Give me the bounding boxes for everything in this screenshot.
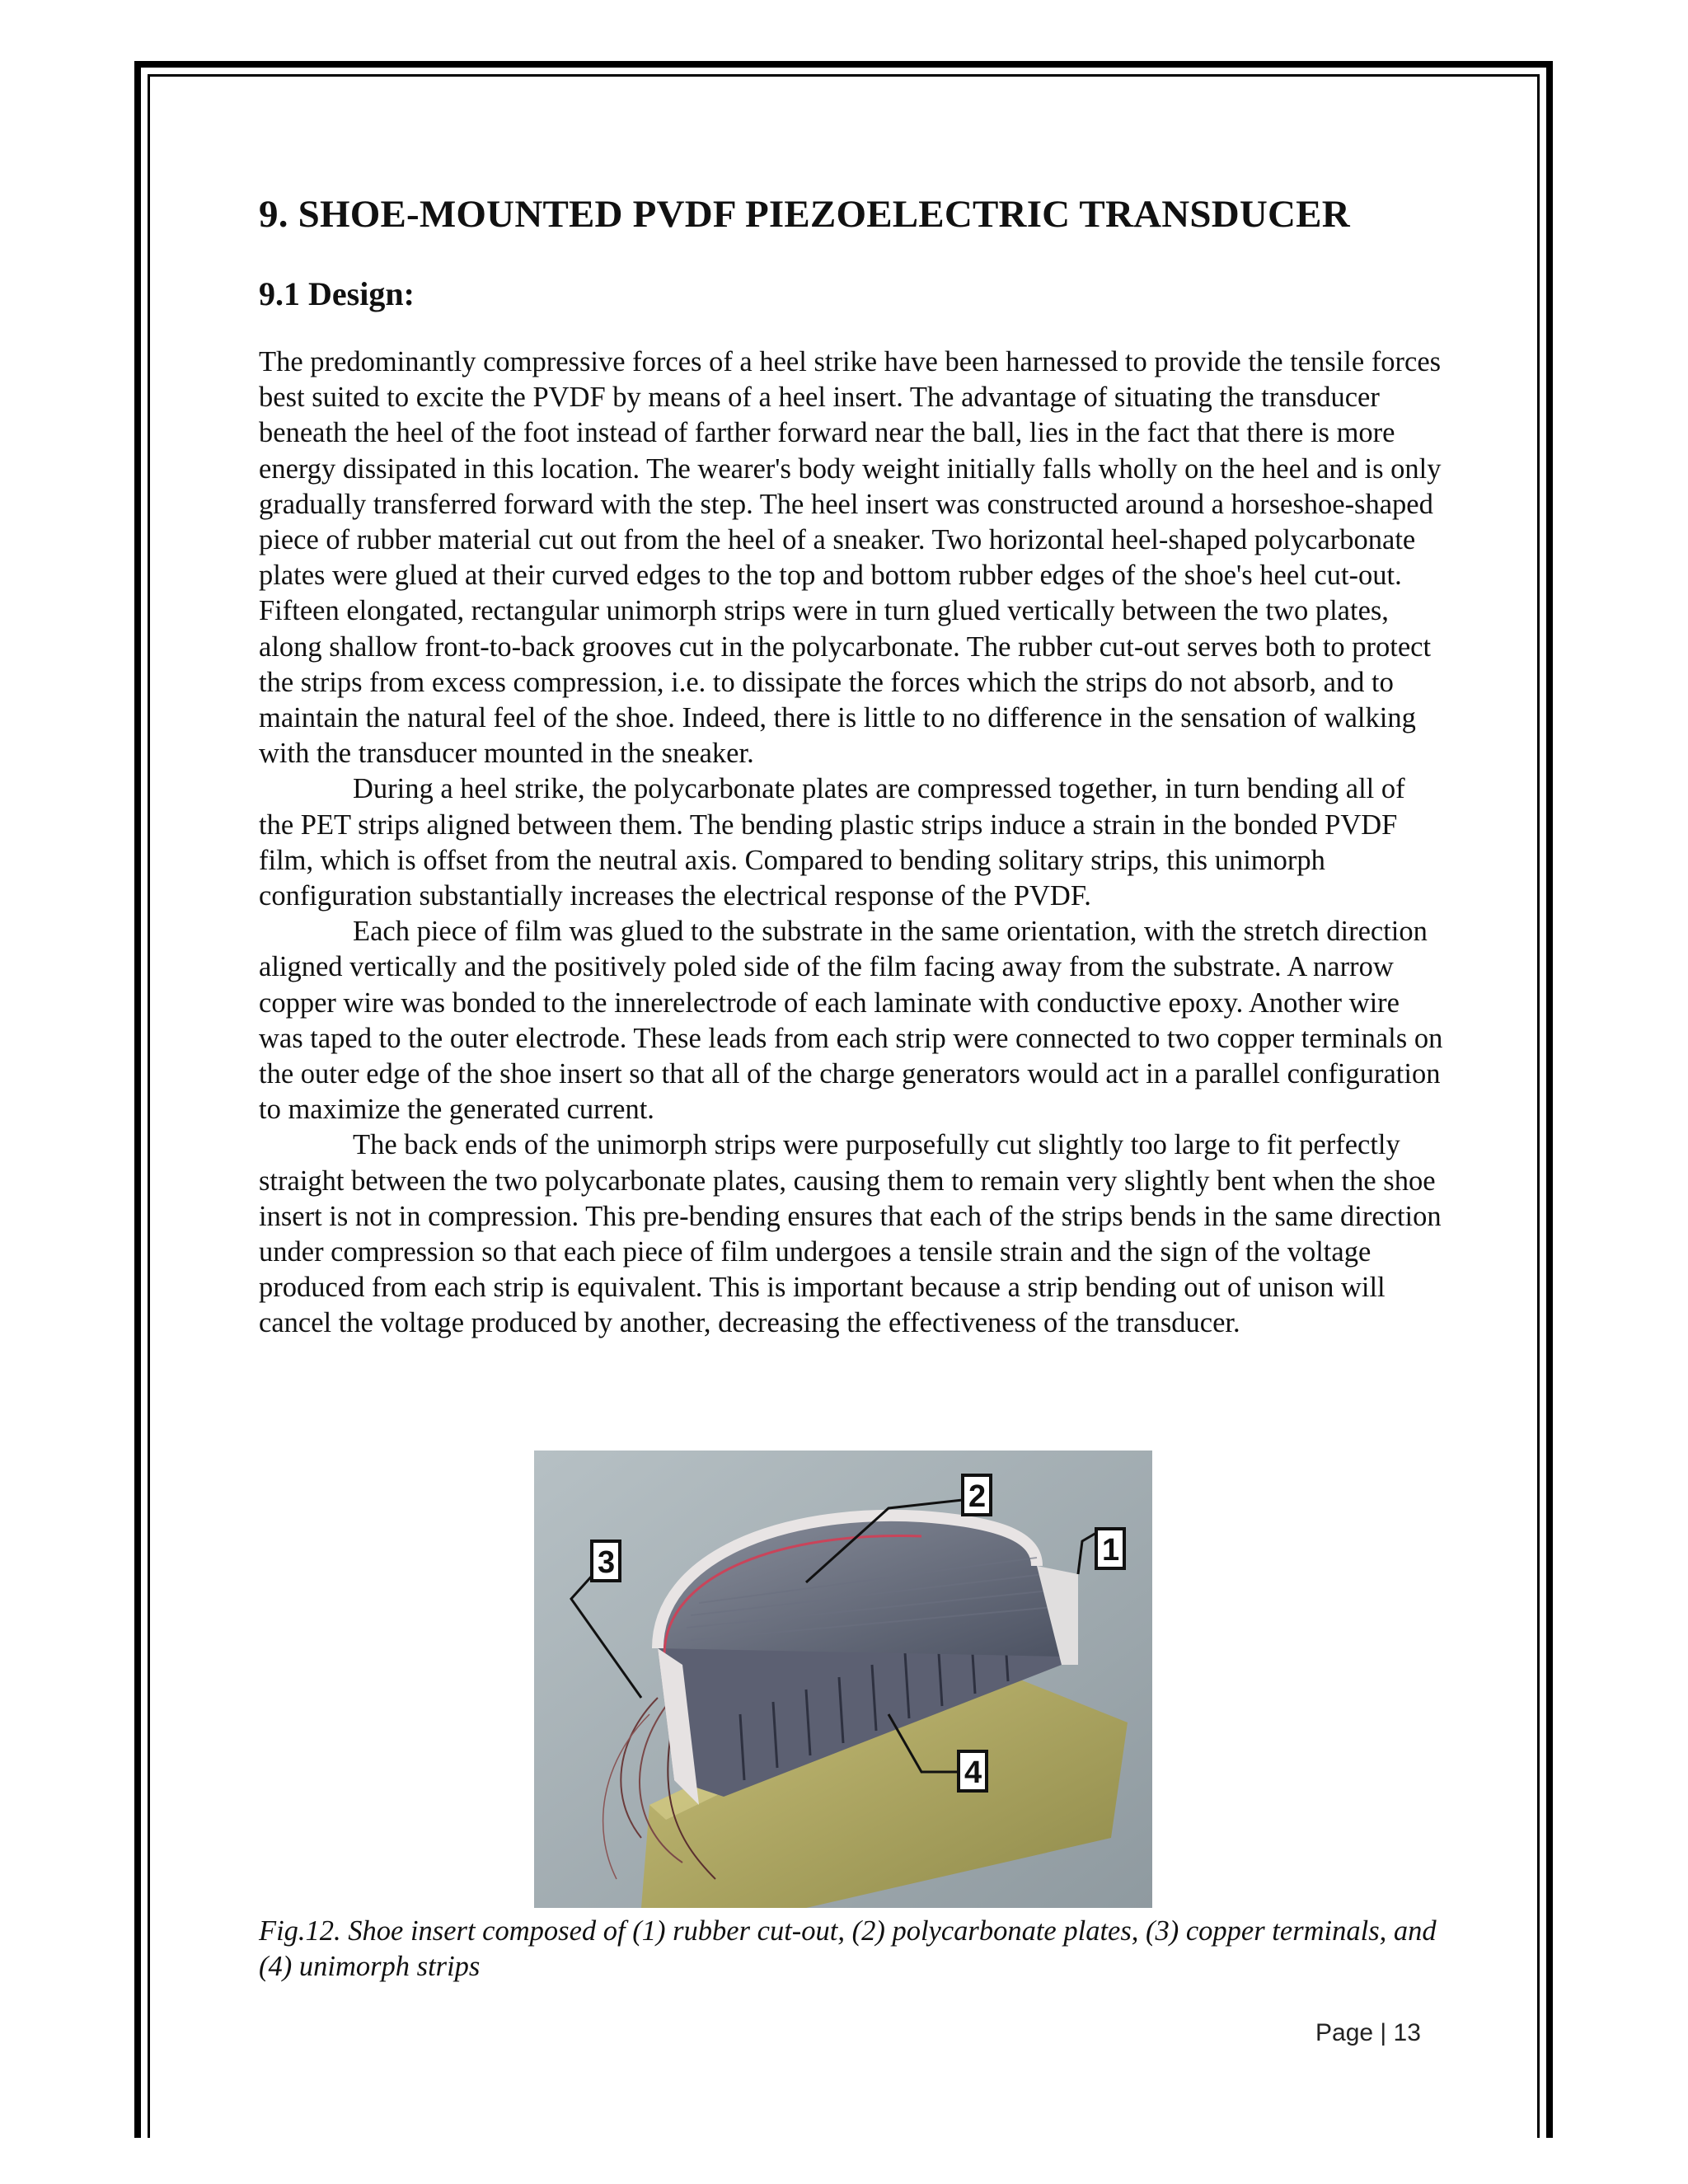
body-paragraph: During a heel strike, the polycarbonate plates are compressed together, in turn bending all of the PET strips aligned between them. The bending plastic strips induce a strain in the bonded PVDF film, which is offset from the neutral axis. Compared to bending solitary strips, this unimorph configuration substantially increases the electrical response of the PVDF. [259,773,1405,912]
body-paragraph: Each piece of film was glued to the substrate in the same orientation, with the stretch direction aligned vertically and the positively poled side of the film facing away from the substrate. A narrow copper wire was bonded to the innerelectrode of each laminate with conductive epoxy. Another wire was taped to the outer electrode. These leads from each strip were connected to two copper terminals on the outer edge of the shoe insert so that all of the charge generators would act in a parallel configuration to maximize the generated current. [259,916,1443,1126]
callout-label: 1 [1102,1533,1120,1568]
callout-label: 3 [598,1545,616,1580]
figure-caption: Fig.12. Shoe insert composed of (1) rubber cut-out, (2) polycarbonate plates, (3) copper terminals, and (4) unimorph strips [259,1915,1437,1983]
body-paragraph: The back ends of the unimorph strips were purposefully cut slightly too large to fit perfectly straight between the two polycarbonate plates, causing them to remain very slightly bent when the shoe insert is not in compression. This pre-bending ensures that each of the strips bends in the same direction under compression so that each piece of film undergoes a tensile strain and the sign of the voltage produced from each strip is equivalent. This is important because a strip bending out of unison will cancel the voltage produced by another, decreasing the effectiveness of the transducer. [259,1129,1442,1339]
page-number: Page | 13 [1315,2019,1421,2046]
body-paragraph: The predominantly compressive forces of a heel strike have been harnessed to provide the tensile forces best suited to excite the PVDF by means of a heel insert. The advantage of situating the transducer beneath the heel of the foot instead of farther forward near the ball, lies in the fact that there is more energy dissipated in this location. The wearer's body weight initially falls wholly on the heel and is only gradually transferred forward with the step. The heel insert was constructed around a horseshoe-shaped piece of rubber material cut out from the heel of a sneaker. Two horizontal heel-shaped polycarbonate plates were glued at their curved edges to the top and bottom rubber edges of the shoe's heel cut-out. Fifteen elongated, rectangular unimorph strips were in turn glued vertically between the two plates, along shallow front-to-back grooves cut in the polycarbonate. The rubber cut-out serves both to protect the strips from excess compression, i.e. to dissipate the forces which the strips do not absorb, and to maintain the natural feel of the shoe. Indeed, there is little to no difference in the sensation of walking with the transducer mounted in the sneaker. [259,346,1442,770]
callout-label: 2 [968,1479,987,1514]
section-heading: 9. SHOE-MOUNTED PVDF PIEZOELECTRIC TRANSDUCER [259,193,1350,236]
page-content [259,188,1446,1342]
shoe-insert-photo [534,1451,1152,1908]
callout-label: 4 [964,1755,982,1790]
subsection-heading: 9.1 Design: [259,275,415,312]
